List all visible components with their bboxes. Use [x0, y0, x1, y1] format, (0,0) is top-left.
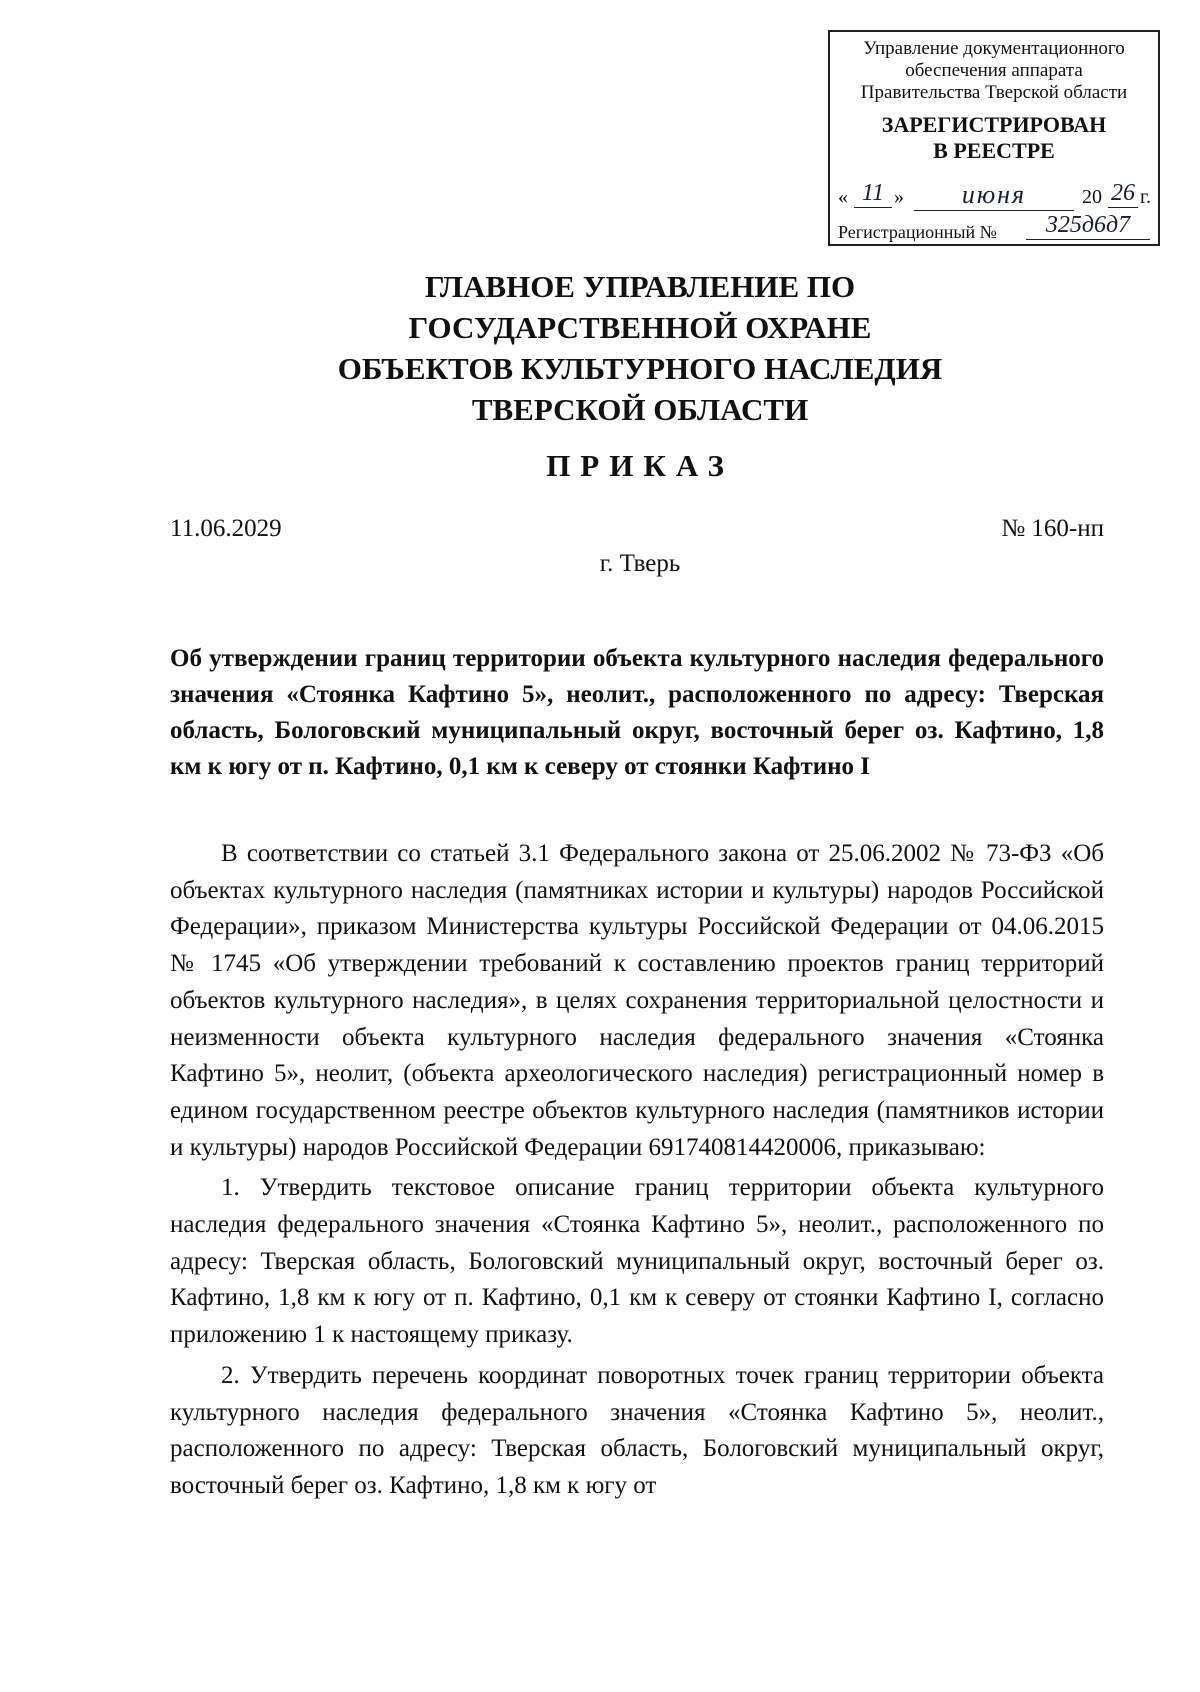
document-subject: Об утверждении границ территории объекта культурного наследия федерального значения «Стоянка Кафтино 5», неолит., расположенного по адресу: Тверская область, Бологовский муниципальный округ, восточный берег оз. Кафтино, 1,8 км к югу от п. Кафтино, 0,1 км к северу от стоянки Кафтино I	[170, 645, 1104, 780]
org-line-2: ГОСУДАРСТВЕННОЙ ОХРАНЕ	[408, 310, 872, 345]
document-city: г. Тверь	[599, 550, 681, 577]
stamp-registration-number	[838, 212, 1154, 242]
stamp-date-day: 11	[854, 180, 892, 208]
document-type-title: ПРИКАЗ	[546, 448, 734, 483]
body-preamble: В соответствии со статьей 3.1 Федерального закона от 25.06.2002 № 73-ФЗ «Об объектах культурного наследия (памятниках истории и культуры) народов Российской Федерации», приказом Министерства культуры Российской Федерации от 04.06.2015 № 1745 «Об утверждении требований к составлению проектов границ территорий объектов культурного наследия», в целях сохранения территориальной целостности и неизменности объекта культурного наследия федерального значения «Стоянка Кафтино 5», неолит, (объекта археологического наследия) регистрационный номер в едином государственном реестре объектов культурного наследия (памятников истории и культуры) народов Российской Федерации 691740814420006, приказываю:	[170, 840, 1104, 1161]
stamp-date-year-prefix: 20	[1082, 186, 1102, 208]
stamp-registered-line-2: В РЕЕСТРЕ	[933, 138, 1055, 163]
body-item-1: 1. Утвердить текстовое описание границ территории объекта культурного наследия федерального значения «Стоянка Кафтино 5», неолит., расположенного по адресу: Тверская область, Бологовский муниципальный округ, восточный берег оз. Кафтино, 1,8 км к югу от п. Кафтино, 0,1 км к северу от стоянки Кафтино I, согласно приложению 1 к настоящему приказу.	[170, 1174, 1104, 1349]
stamp-reg-label: Регистрационный №	[838, 222, 997, 242]
stamp-date-open-quote: «	[838, 186, 848, 208]
org-line-1: ГЛАВНОЕ УПРАВЛЕНИЕ ПО	[424, 269, 856, 304]
stamp-line-2: обеспечения аппарата	[905, 60, 1083, 81]
stamp-date-year: 26	[1108, 180, 1138, 208]
document-date: 11.06.2029	[170, 515, 282, 542]
org-line-4: ТВЕРСКОЙ ОБЛАСТИ	[471, 392, 809, 427]
stamp-reg-number: 325д6д7	[1026, 212, 1150, 240]
body-item-2: 2. Утвердить перечень координат поворотных точек границ территории объекта культурного наследия федерального значения «Стоянка Кафтино 5», неолит., расположенного по адресу: Тверская область, Бологовский муниципальный округ, восточный берег оз. Кафтино, 1,8 км к югу от	[170, 1361, 1104, 1499]
stamp-date-year-suffix: г.	[1140, 186, 1151, 208]
stamp-registered-line-1: ЗАРЕГИСТРИРОВАН	[881, 112, 1107, 137]
stamp-line-1: Управление документационного	[863, 38, 1125, 59]
stamp-line-3: Правительства Тверской области	[860, 82, 1128, 103]
document-number: № 160-нп	[1001, 515, 1104, 542]
org-line-3: ОБЪЕКТОВ КУЛЬТУРНОГО НАСЛЕДИЯ	[337, 351, 943, 386]
stamp-date-month: июня	[914, 180, 1074, 211]
stamp-date	[838, 182, 1154, 210]
organization-name	[0, 266, 1200, 430]
stamp-date-close-quote: »	[894, 186, 904, 208]
document-body	[170, 836, 1104, 1505]
registration-stamp	[828, 30, 1160, 246]
